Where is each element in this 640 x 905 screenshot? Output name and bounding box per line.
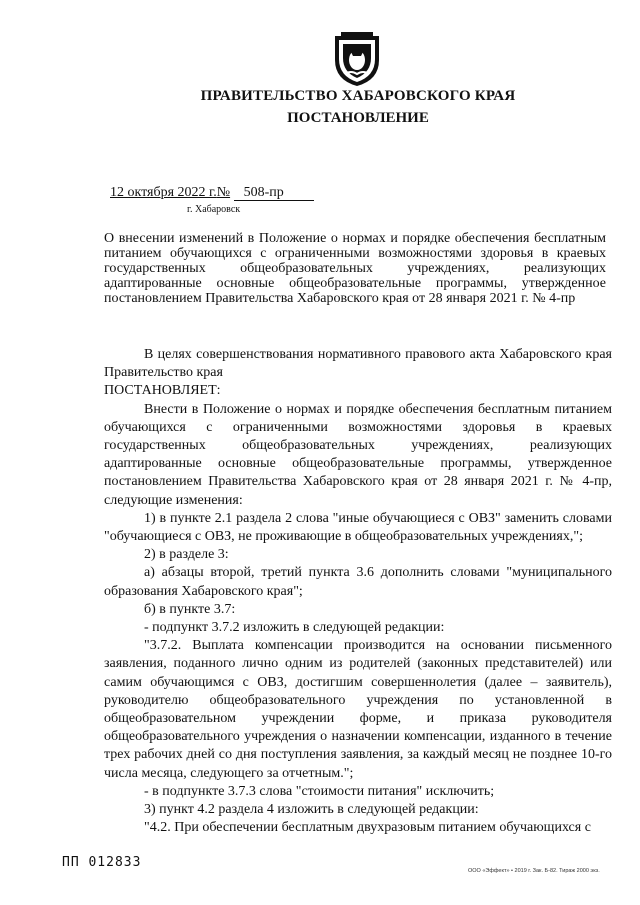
form-code: ПП 012833 [62,855,142,870]
document-subject: О внесении изменений в Положение о нормах и порядке обеспечения бесплатным питанием обучающихся с ограниченными возможностями здоровья в краевых государственных общеобразовательных учреждениях, реализующих адаптированные основные общеобразовательные программы, утвержденное постановлением Правительства Хабаровского края от 28 января 2021 г. № 4-пр [104,231,606,306]
preamble-paragraph: В целях совершенствования нормативного правового акта Хабаровского края Правительство края [104,347,612,381]
document-city: г. Хабаровск [187,204,241,215]
body-paragraph: - в подпункте 3.7.3 слова "стоимости питания" исключить; [144,783,495,799]
body-paragraph: 1) в пункте 2.1 раздела 2 слова "иные обучающиеся с ОВЗ" заменить словами "обучающиеся с ОВЗ, не проживающие в общеобразовательных учреждениях,"; [104,510,612,545]
printer-imprint: ООО «Эффект» • 2019 г. Зак. Б-82. Тираж 2000 экз. [468,868,600,874]
body-paragraph: а) абзацы второй, третий пункта 3.6 дополнить словами "муниципального образования Хабаровского края"; [104,565,612,599]
document-type: ПОСТАНОВЛЕНИЕ [287,110,429,126]
registration-line [110,185,314,201]
body-paragraph: "3.7.2. Выплата компенсации производится на основании письменного заявления, поданного лично одним из родителей (законных представителей) или самим обучающимся с ОВЗ, достигшим совершеннолетия (далее – заявитель), руководителю общеобразовательного учреждения по установленной в общеобразовательном учреждении форме, и приказа руководителя общеобразовательного учреждения о назначении компенсации, изданного в течение трех рабочих дней со дня поступления заявления, за каждый месяц не позднее 10-го числа месяца, следующего за отчетным."; [104,638,612,781]
body-paragraph: Внести в Положение о нормах и порядке обеспечения бесплатным питанием обучающихся с ограниченными возможностями здоровья в краевых государственных общеобразовательных учреждениях, реализующих адаптированные основные общеобразовательные программы, утвержденное постановлением Правительства Хабаровского края от 28 января 2021 г. № 4-пр, следующие изменения: [104,401,612,508]
body-paragraph: 3) пункт 4.2 раздела 4 изложить в следующей редакции: [144,802,479,818]
body-paragraph: - подпункт 3.7.2 изложить в следующей редакции: [144,620,445,636]
body-paragraph: "4.2. При обеспечении бесплатным двухразовым питанием обучающихся с [144,820,591,836]
decree-word: ПОСТАНОВЛЯЕТ: [104,383,221,399]
document-date: 12 октября 2022 г. [110,185,217,200]
body-paragraph: б) в пункте 3.7: [144,601,236,617]
government-title: ПРАВИТЕЛЬСТВО ХАБАРОВСКОГО КРАЯ [200,88,516,104]
body-paragraph: 2) в разделе 3: [144,547,229,563]
khabarovsk-coat-of-arms-icon [331,30,383,88]
document-number: 508-пр [234,186,314,201]
number-sign: № [216,185,231,200]
document-body [104,346,612,837]
